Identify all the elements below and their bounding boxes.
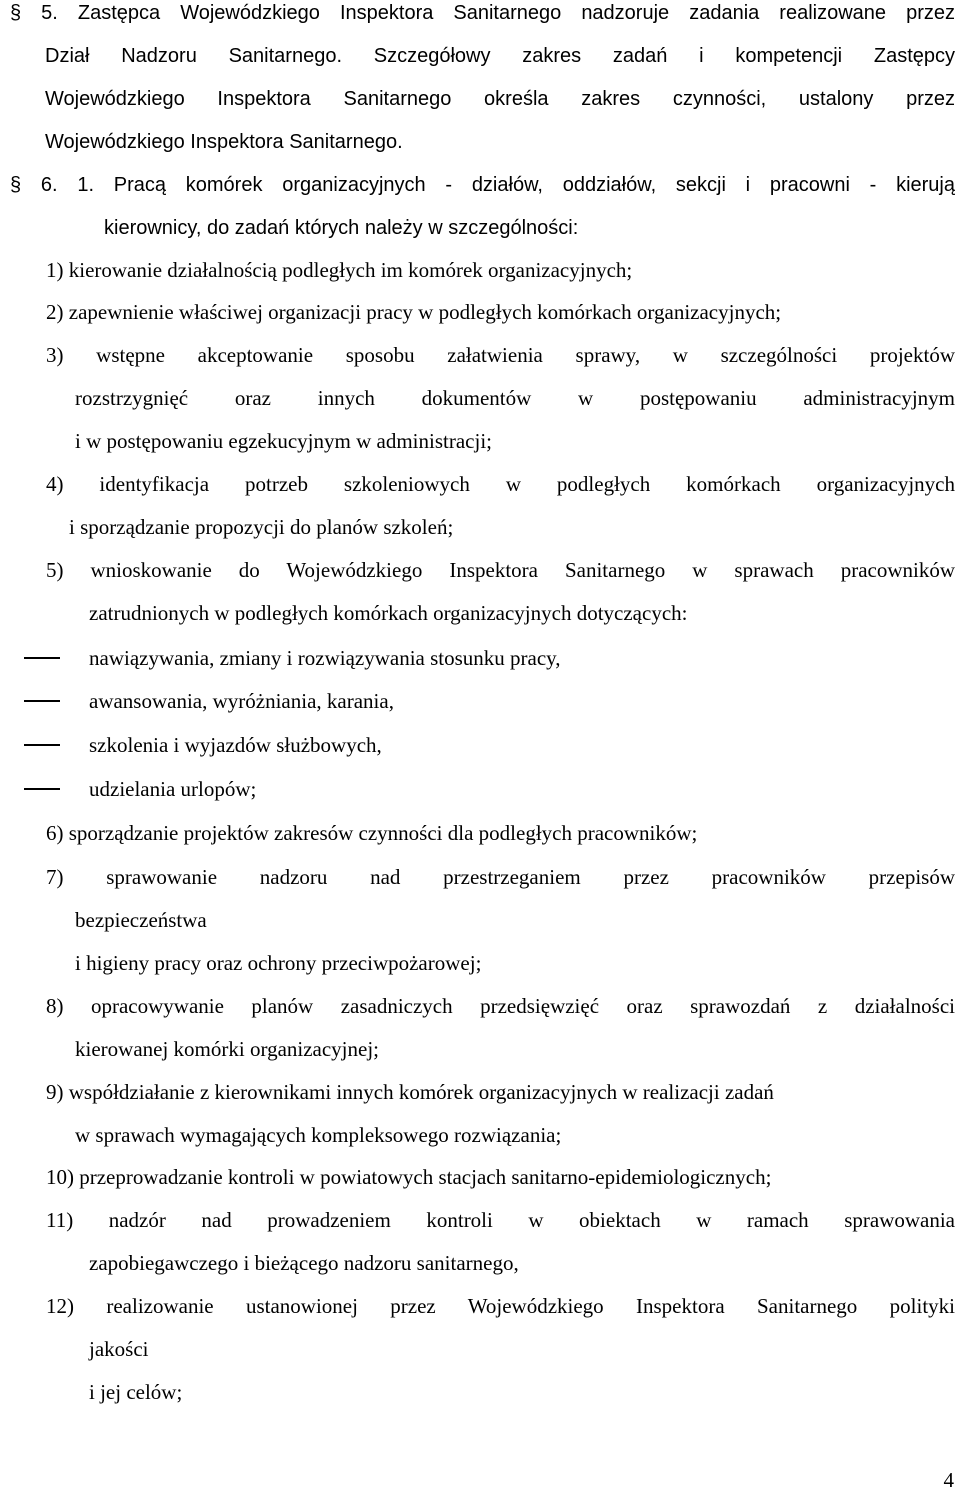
section-6-line-1: § 6. 1. Pracą komórek organizacyjnych - działów, oddziałów, sekcji i pracowni - kierują xyxy=(10,174,955,196)
dash-item-1: nawiązywania, zmiany i rozwiązywania stosunku pracy, xyxy=(89,646,561,670)
list-item-3-line-2: rozstrzygnięć oraz innych dokumentów w postępowaniu administracyjnym xyxy=(75,386,955,410)
list-item-4-line-1: 4) identyfikacja potrzeb szkoleniowych w podległych komórkach organizacyjnych xyxy=(46,472,955,496)
dash-item-3: szkolenia i wyjazdów służbowych, xyxy=(89,733,382,757)
list-item-7-line-1: 7) sprawowanie nadzoru nad przestrzeganiem przez pracowników przepisów xyxy=(46,865,955,889)
list-item-9-line-1: 9) współdziałanie z kierownikami innych komórek organizacyjnych w realizacji zadań xyxy=(46,1080,774,1104)
section-5-line-3: Wojewódzkiego Inspektora Sanitarnego określa zakres czynności, ustalony przez xyxy=(45,88,955,110)
page-number: 4 xyxy=(943,1468,954,1492)
list-item-8-line-2: kierowanej komórki organizacyjnej; xyxy=(75,1037,380,1061)
dash-bullet-3 xyxy=(24,744,60,746)
dash-item-2: awansowania, wyróżniania, karania, xyxy=(89,689,394,713)
section-5-line-4: Wojewódzkiego Inspektora Sanitarnego. xyxy=(45,131,403,153)
list-item-5-line-1: 5) wnioskowanie do Wojewódzkiego Inspektora Sanitarnego w sprawach pracowników xyxy=(46,558,955,582)
list-item-5-line-2: zatrudnionych w podległych komórkach organizacyjnych dotyczących: xyxy=(89,601,688,625)
list-item-9-line-2: w sprawach wymagających kompleksowego rozwiązania; xyxy=(75,1123,562,1147)
list-item-2: 2) zapewnienie właściwej organizacji pracy w podległych komórkach organizacyjnych; xyxy=(46,300,782,324)
list-item-12-line-3: i jej celów; xyxy=(89,1380,183,1404)
list-item-12-line-2: jakości xyxy=(89,1337,149,1361)
list-item-8-line-1: 8) opracowywanie planów zasadniczych przedsięwzięć oraz sprawozdań z działalności xyxy=(46,994,955,1018)
dash-bullet-4 xyxy=(24,788,60,790)
section-5-line-2: Dział Nadzoru Sanitarnego. Szczegółowy zakres zadań i kompetencji Zastępcy xyxy=(45,45,955,67)
list-item-12-line-1: 12) realizowanie ustanowionej przez Wojewódzkiego Inspektora Sanitarnego polityki xyxy=(46,1294,955,1318)
dash-item-4: udzielania urlopów; xyxy=(89,777,257,801)
list-item-11-line-2: zapobiegawczego i bieżącego nadzoru sanitarnego, xyxy=(89,1251,519,1275)
list-item-4-line-2: i sporządzanie propozycji do planów szkoleń; xyxy=(69,515,454,539)
list-item-7-line-3: i higieny pracy oraz ochrony przeciwpożarowej; xyxy=(75,951,482,975)
section-5-line-1: § 5. Zastępca Wojewódzkiego Inspektora Sanitarnego nadzoruje zadania realizowane przez xyxy=(10,2,955,24)
dash-bullet-1 xyxy=(24,657,60,659)
list-item-7-line-2: bezpieczeństwa xyxy=(75,908,207,932)
list-item-11-line-1: 11) nadzór nad prowadzeniem kontroli w obiektach w ramach sprawowania xyxy=(46,1208,955,1232)
list-item-3-line-1: 3) wstępne akceptowanie sposobu załatwienia sprawy, w szczególności projektów xyxy=(46,343,955,367)
list-item-10: 10) przeprowadzanie kontroli w powiatowych stacjach sanitarno-epidemiologicznych; xyxy=(46,1165,772,1189)
list-item-6: 6) sporządzanie projektów zakresów czynności dla podległych pracowników; xyxy=(46,821,698,845)
section-6-line-2: kierownicy, do zadań których należy w szczególności: xyxy=(104,217,579,239)
list-item-3-line-3: i w postępowaniu egzekucyjnym w administracji; xyxy=(75,429,492,453)
list-item-1: 1) kierowanie działalnością podległych im komórek organizacyjnych; xyxy=(46,258,633,282)
dash-bullet-2 xyxy=(24,700,60,702)
